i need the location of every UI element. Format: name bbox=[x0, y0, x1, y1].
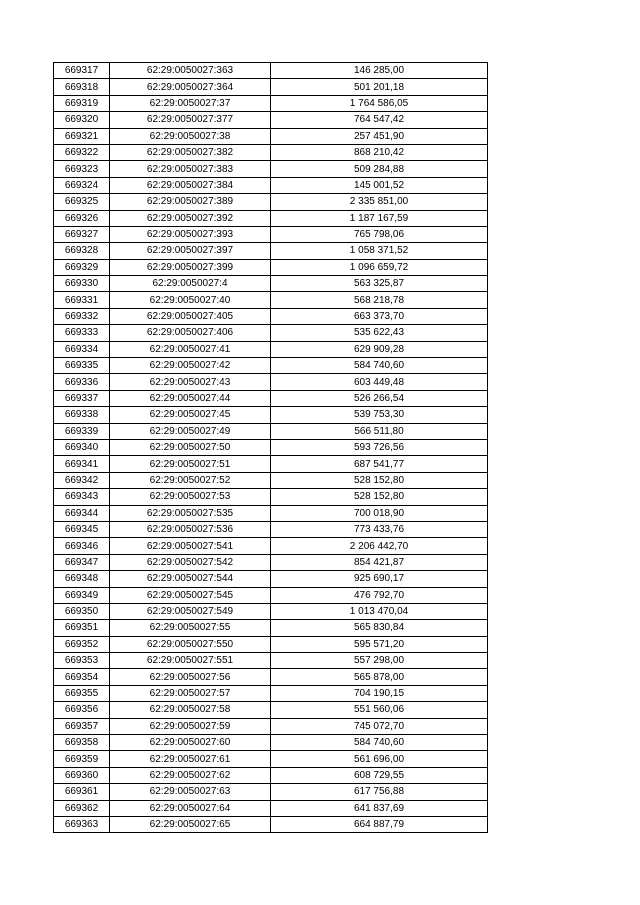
table-row bbox=[54, 603, 488, 619]
value-cell: 868 210,42 bbox=[271, 144, 488, 160]
row-number-cell: 669358 bbox=[54, 735, 110, 751]
row-number-cell: 669345 bbox=[54, 521, 110, 537]
table-row bbox=[54, 341, 488, 357]
row-number-cell: 669360 bbox=[54, 767, 110, 783]
cadastral-number-cell: 62:29:0050027:60 bbox=[110, 735, 271, 751]
cadastral-number-cell: 62:29:0050027:399 bbox=[110, 259, 271, 275]
cadastral-number-cell: 62:29:0050027:49 bbox=[110, 423, 271, 439]
table-row bbox=[54, 669, 488, 685]
row-number-cell: 669340 bbox=[54, 439, 110, 455]
value-cell: 617 756,88 bbox=[271, 784, 488, 800]
cadastral-number-cell: 62:29:0050027:42 bbox=[110, 358, 271, 374]
table-row bbox=[54, 144, 488, 160]
row-number-cell: 669344 bbox=[54, 505, 110, 521]
cadastral-number-cell: 62:29:0050027:544 bbox=[110, 571, 271, 587]
value-cell: 509 284,88 bbox=[271, 161, 488, 177]
table-row bbox=[54, 276, 488, 292]
cadastral-number-cell: 62:29:0050027:50 bbox=[110, 439, 271, 455]
cadastral-number-cell: 62:29:0050027:363 bbox=[110, 63, 271, 79]
row-number-cell: 669319 bbox=[54, 95, 110, 111]
cadastral-number-cell: 62:29:0050027:63 bbox=[110, 784, 271, 800]
row-number-cell: 669352 bbox=[54, 636, 110, 652]
table-row bbox=[54, 292, 488, 308]
table-row bbox=[54, 374, 488, 390]
row-number-cell: 669337 bbox=[54, 390, 110, 406]
row-number-cell: 669325 bbox=[54, 194, 110, 210]
cadastral-number-cell: 62:29:0050027:4 bbox=[110, 276, 271, 292]
table-row bbox=[54, 423, 488, 439]
row-number-cell: 669326 bbox=[54, 210, 110, 226]
row-number-cell: 669334 bbox=[54, 341, 110, 357]
table-row bbox=[54, 358, 488, 374]
value-cell: 687 541,77 bbox=[271, 456, 488, 472]
table-row bbox=[54, 95, 488, 111]
table-row bbox=[54, 456, 488, 472]
row-number-cell: 669321 bbox=[54, 128, 110, 144]
row-number-cell: 669357 bbox=[54, 718, 110, 734]
row-number-cell: 669333 bbox=[54, 325, 110, 341]
row-number-cell: 669355 bbox=[54, 685, 110, 701]
cadastral-number-cell: 62:29:0050027:377 bbox=[110, 112, 271, 128]
cadastral-number-cell: 62:29:0050027:37 bbox=[110, 95, 271, 111]
row-number-cell: 669324 bbox=[54, 177, 110, 193]
cadastral-number-cell: 62:29:0050027:405 bbox=[110, 308, 271, 324]
row-number-cell: 669322 bbox=[54, 144, 110, 160]
cadastral-number-cell: 62:29:0050027:393 bbox=[110, 226, 271, 242]
value-cell: 745 072,70 bbox=[271, 718, 488, 734]
table-row bbox=[54, 538, 488, 554]
value-cell: 539 753,30 bbox=[271, 407, 488, 423]
table-row bbox=[54, 226, 488, 242]
table-row bbox=[54, 718, 488, 734]
row-number-cell: 669349 bbox=[54, 587, 110, 603]
cadastral-number-cell: 62:29:0050027:40 bbox=[110, 292, 271, 308]
row-number-cell: 669336 bbox=[54, 374, 110, 390]
table-row bbox=[54, 210, 488, 226]
value-cell: 563 325,87 bbox=[271, 276, 488, 292]
table-row bbox=[54, 636, 488, 652]
cadastral-number-cell: 62:29:0050027:45 bbox=[110, 407, 271, 423]
row-number-cell: 669320 bbox=[54, 112, 110, 128]
value-cell: 773 433,76 bbox=[271, 521, 488, 537]
value-cell: 608 729,55 bbox=[271, 767, 488, 783]
row-number-cell: 669356 bbox=[54, 702, 110, 718]
value-cell: 2 335 851,00 bbox=[271, 194, 488, 210]
table-row bbox=[54, 325, 488, 341]
row-number-cell: 669331 bbox=[54, 292, 110, 308]
table-row bbox=[54, 816, 488, 832]
table-row bbox=[54, 390, 488, 406]
cadastral-number-cell: 62:29:0050027:549 bbox=[110, 603, 271, 619]
value-cell: 561 696,00 bbox=[271, 751, 488, 767]
row-number-cell: 669338 bbox=[54, 407, 110, 423]
cadastral-number-cell: 62:29:0050027:59 bbox=[110, 718, 271, 734]
value-cell: 526 266,54 bbox=[271, 390, 488, 406]
value-cell: 501 201,18 bbox=[271, 79, 488, 95]
value-cell: 1 764 586,05 bbox=[271, 95, 488, 111]
row-number-cell: 669339 bbox=[54, 423, 110, 439]
data-table bbox=[53, 62, 488, 833]
cadastral-number-cell: 62:29:0050027:406 bbox=[110, 325, 271, 341]
table-body bbox=[54, 63, 488, 833]
cadastral-number-cell: 62:29:0050027:53 bbox=[110, 489, 271, 505]
table-row bbox=[54, 259, 488, 275]
table-row bbox=[54, 161, 488, 177]
cadastral-number-cell: 62:29:0050027:41 bbox=[110, 341, 271, 357]
value-cell: 664 887,79 bbox=[271, 816, 488, 832]
table-row bbox=[54, 784, 488, 800]
cadastral-number-cell: 62:29:0050027:61 bbox=[110, 751, 271, 767]
row-number-cell: 669362 bbox=[54, 800, 110, 816]
row-number-cell: 669317 bbox=[54, 63, 110, 79]
value-cell: 528 152,80 bbox=[271, 472, 488, 488]
value-cell: 765 798,06 bbox=[271, 226, 488, 242]
value-cell: 551 560,06 bbox=[271, 702, 488, 718]
value-cell: 1 013 470,04 bbox=[271, 603, 488, 619]
row-number-cell: 669323 bbox=[54, 161, 110, 177]
row-number-cell: 669329 bbox=[54, 259, 110, 275]
table-row bbox=[54, 767, 488, 783]
row-number-cell: 669361 bbox=[54, 784, 110, 800]
table-row bbox=[54, 489, 488, 505]
value-cell: 565 830,84 bbox=[271, 620, 488, 636]
cadastral-number-cell: 62:29:0050027:38 bbox=[110, 128, 271, 144]
cadastral-number-cell: 62:29:0050027:545 bbox=[110, 587, 271, 603]
cadastral-number-cell: 62:29:0050027:43 bbox=[110, 374, 271, 390]
row-number-cell: 669330 bbox=[54, 276, 110, 292]
cadastral-number-cell: 62:29:0050027:57 bbox=[110, 685, 271, 701]
table-row bbox=[54, 735, 488, 751]
cadastral-number-cell: 62:29:0050027:536 bbox=[110, 521, 271, 537]
cadastral-number-cell: 62:29:0050027:551 bbox=[110, 653, 271, 669]
value-cell: 557 298,00 bbox=[271, 653, 488, 669]
row-number-cell: 669363 bbox=[54, 816, 110, 832]
value-cell: 257 451,90 bbox=[271, 128, 488, 144]
cadastral-number-cell: 62:29:0050027:58 bbox=[110, 702, 271, 718]
cadastral-number-cell: 62:29:0050027:44 bbox=[110, 390, 271, 406]
table-row bbox=[54, 63, 488, 79]
table-row bbox=[54, 685, 488, 701]
row-number-cell: 669335 bbox=[54, 358, 110, 374]
cadastral-number-cell: 62:29:0050027:55 bbox=[110, 620, 271, 636]
cadastral-number-cell: 62:29:0050027:64 bbox=[110, 800, 271, 816]
value-cell: 476 792,70 bbox=[271, 587, 488, 603]
table-row bbox=[54, 702, 488, 718]
value-cell: 2 206 442,70 bbox=[271, 538, 488, 554]
value-cell: 528 152,80 bbox=[271, 489, 488, 505]
table-row bbox=[54, 194, 488, 210]
cadastral-number-cell: 62:29:0050027:397 bbox=[110, 243, 271, 259]
table-row bbox=[54, 79, 488, 95]
table-row bbox=[54, 128, 488, 144]
row-number-cell: 669327 bbox=[54, 226, 110, 242]
cadastral-number-cell: 62:29:0050027:389 bbox=[110, 194, 271, 210]
cadastral-number-cell: 62:29:0050027:62 bbox=[110, 767, 271, 783]
row-number-cell: 669347 bbox=[54, 554, 110, 570]
table-row bbox=[54, 439, 488, 455]
row-number-cell: 669351 bbox=[54, 620, 110, 636]
row-number-cell: 669348 bbox=[54, 571, 110, 587]
value-cell: 603 449,48 bbox=[271, 374, 488, 390]
cadastral-number-cell: 62:29:0050027:56 bbox=[110, 669, 271, 685]
row-number-cell: 669359 bbox=[54, 751, 110, 767]
value-cell: 641 837,69 bbox=[271, 800, 488, 816]
table-row bbox=[54, 653, 488, 669]
value-cell: 595 571,20 bbox=[271, 636, 488, 652]
row-number-cell: 669341 bbox=[54, 456, 110, 472]
table-row bbox=[54, 554, 488, 570]
table-row bbox=[54, 407, 488, 423]
table-row bbox=[54, 472, 488, 488]
value-cell: 593 726,56 bbox=[271, 439, 488, 455]
row-number-cell: 669342 bbox=[54, 472, 110, 488]
row-number-cell: 669346 bbox=[54, 538, 110, 554]
table-row bbox=[54, 571, 488, 587]
value-cell: 700 018,90 bbox=[271, 505, 488, 521]
cadastral-number-cell: 62:29:0050027:383 bbox=[110, 161, 271, 177]
row-number-cell: 669343 bbox=[54, 489, 110, 505]
value-cell: 629 909,28 bbox=[271, 341, 488, 357]
value-cell: 854 421,87 bbox=[271, 554, 488, 570]
value-cell: 584 740,60 bbox=[271, 358, 488, 374]
row-number-cell: 669318 bbox=[54, 79, 110, 95]
cadastral-number-cell: 62:29:0050027:541 bbox=[110, 538, 271, 554]
table-row bbox=[54, 751, 488, 767]
value-cell: 1 096 659,72 bbox=[271, 259, 488, 275]
value-cell: 568 218,78 bbox=[271, 292, 488, 308]
table-row bbox=[54, 587, 488, 603]
table-row bbox=[54, 505, 488, 521]
cadastral-number-cell: 62:29:0050027:52 bbox=[110, 472, 271, 488]
cadastral-number-cell: 62:29:0050027:384 bbox=[110, 177, 271, 193]
cadastral-number-cell: 62:29:0050027:542 bbox=[110, 554, 271, 570]
table-row bbox=[54, 112, 488, 128]
value-cell: 1 187 167,59 bbox=[271, 210, 488, 226]
value-cell: 566 511,80 bbox=[271, 423, 488, 439]
cadastral-number-cell: 62:29:0050027:382 bbox=[110, 144, 271, 160]
table-row bbox=[54, 308, 488, 324]
row-number-cell: 669354 bbox=[54, 669, 110, 685]
cadastral-number-cell: 62:29:0050027:392 bbox=[110, 210, 271, 226]
value-cell: 146 285,00 bbox=[271, 63, 488, 79]
table-row bbox=[54, 521, 488, 537]
value-cell: 535 622,43 bbox=[271, 325, 488, 341]
table-row bbox=[54, 177, 488, 193]
table-row bbox=[54, 800, 488, 816]
cadastral-number-cell: 62:29:0050027:550 bbox=[110, 636, 271, 652]
value-cell: 1 058 371,52 bbox=[271, 243, 488, 259]
value-cell: 704 190,15 bbox=[271, 685, 488, 701]
cadastral-number-cell: 62:29:0050027:51 bbox=[110, 456, 271, 472]
row-number-cell: 669350 bbox=[54, 603, 110, 619]
value-cell: 145 001,52 bbox=[271, 177, 488, 193]
row-number-cell: 669328 bbox=[54, 243, 110, 259]
row-number-cell: 669353 bbox=[54, 653, 110, 669]
cadastral-number-cell: 62:29:0050027:364 bbox=[110, 79, 271, 95]
table-row bbox=[54, 243, 488, 259]
value-cell: 925 690,17 bbox=[271, 571, 488, 587]
value-cell: 584 740,60 bbox=[271, 735, 488, 751]
table-row bbox=[54, 620, 488, 636]
value-cell: 764 547,42 bbox=[271, 112, 488, 128]
row-number-cell: 669332 bbox=[54, 308, 110, 324]
cadastral-number-cell: 62:29:0050027:535 bbox=[110, 505, 271, 521]
value-cell: 663 373,70 bbox=[271, 308, 488, 324]
cadastral-number-cell: 62:29:0050027:65 bbox=[110, 816, 271, 832]
value-cell: 565 878,00 bbox=[271, 669, 488, 685]
